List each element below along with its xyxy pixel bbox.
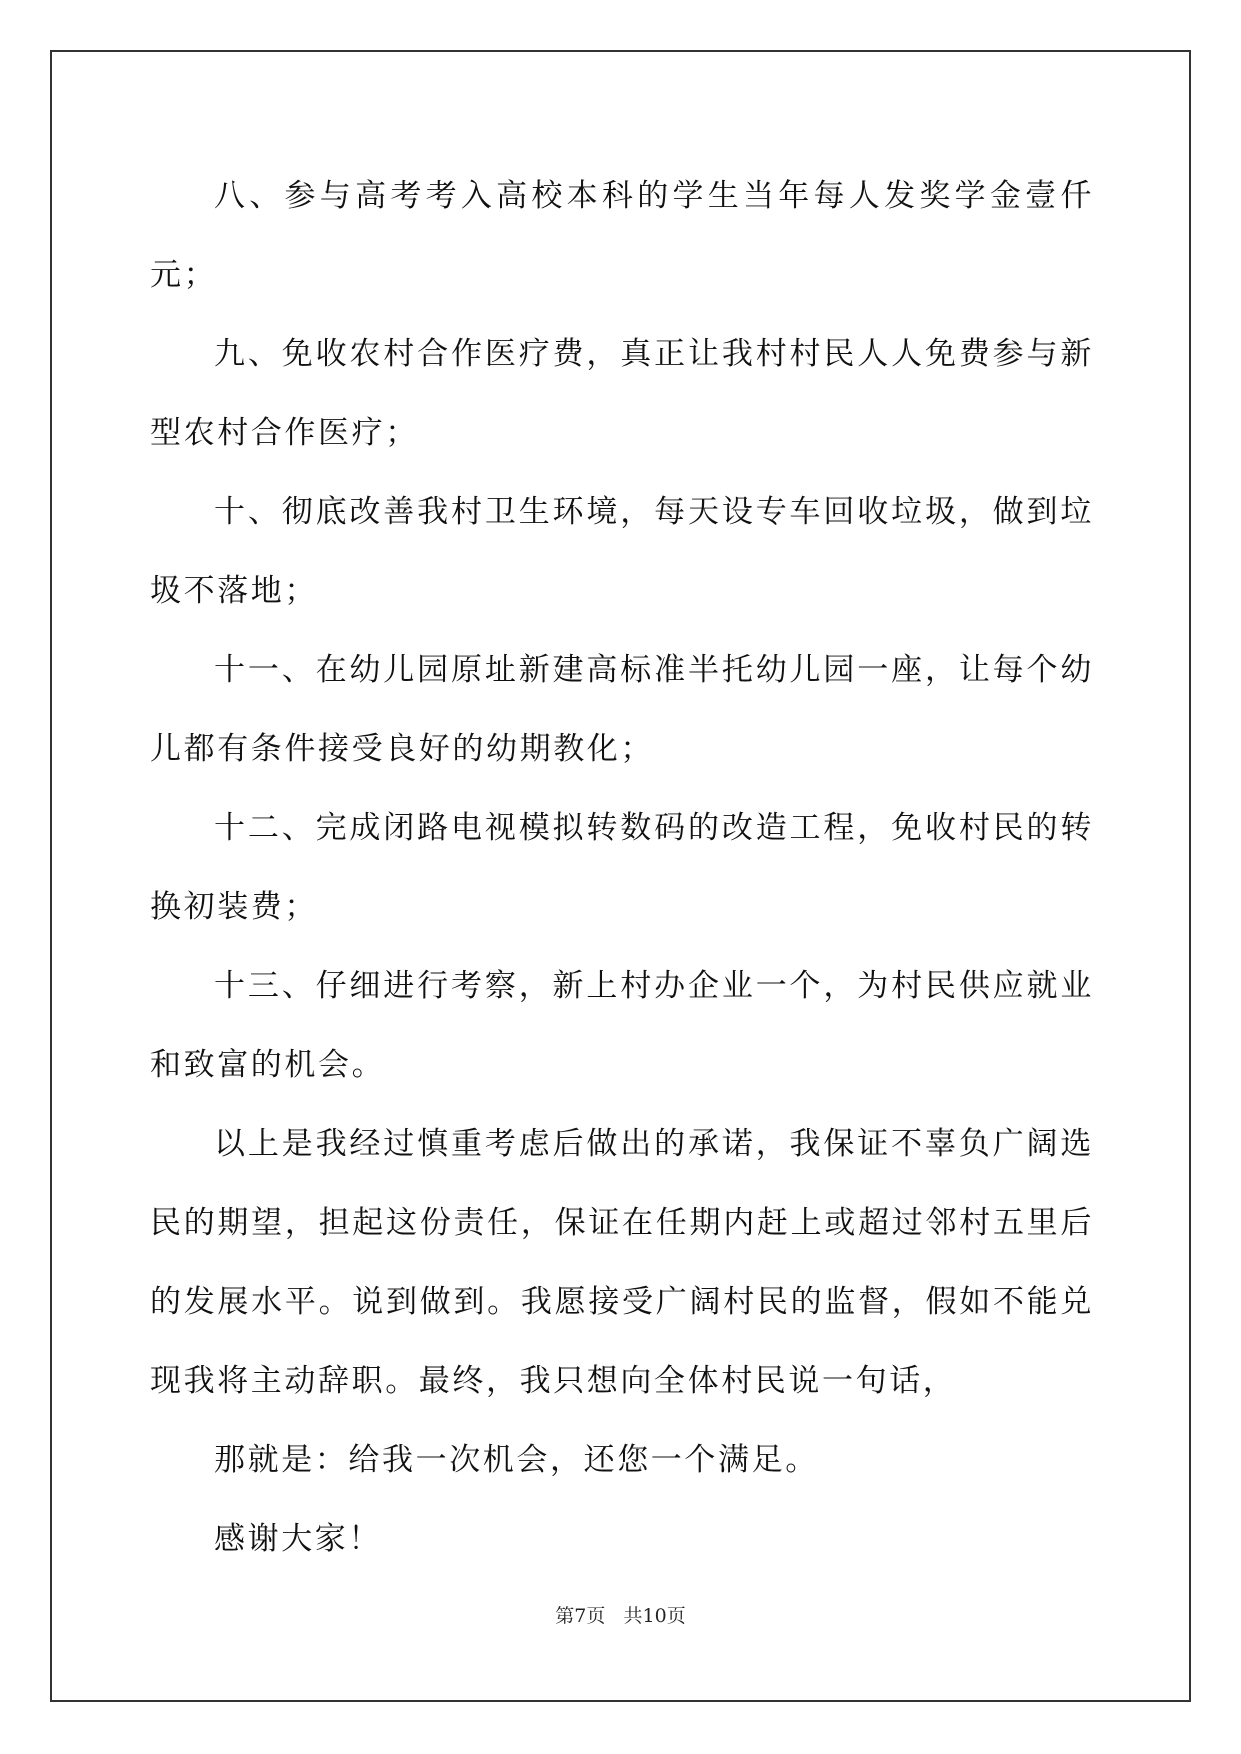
paragraph-closing-line: 那就是：给我一次机会，还您一个满足。 — [214, 1442, 819, 1478]
paragraph-item-11: 十一、在幼儿园原址新建高标准半托幼儿园一座，让每个幼儿都有条件接受良好的幼期教化； — [150, 652, 1094, 767]
paragraph-item-12: 十二、完成闭路电视模拟转数码的改造工程，免收村民的转换初装费； — [150, 810, 1094, 925]
paragraph-item-10: 十、彻底改善我村卫生环境，每天设专车回收垃圾，做到垃圾不落地； — [150, 494, 1094, 609]
page-footer — [0, 1604, 1241, 1628]
paragraph-item-9: 九、免收农村合作医疗费，真正让我村村民人人免费参与新型农村合作医疗； — [150, 336, 1094, 451]
page-number: 第7页 — [555, 1605, 606, 1627]
paragraph-item-8: 八、参与高考考入高校本科的学生当年每人发奖学金壹仟元； — [150, 178, 1094, 293]
document-body — [150, 157, 1094, 1579]
paragraph-item-13: 十三、仔细进行考察，新上村办企业一个，为村民供应就业和致富的机会。 — [150, 968, 1094, 1083]
paragraph-commitment-summary: 以上是我经过慎重考虑后做出的承诺，我保证不辜负广阔选民的期望，担起这份责任，保证在任期内赶上或超过邻村五里后的发展水平。说到做到。我愿接受广阔村民的监督，假如不能兑现我将主动辞职。最终，我只想向全体村民说一句话， — [150, 1126, 1094, 1399]
page-total: 共10页 — [623, 1605, 686, 1627]
paragraph-thanks: 感谢大家！ — [214, 1521, 382, 1557]
